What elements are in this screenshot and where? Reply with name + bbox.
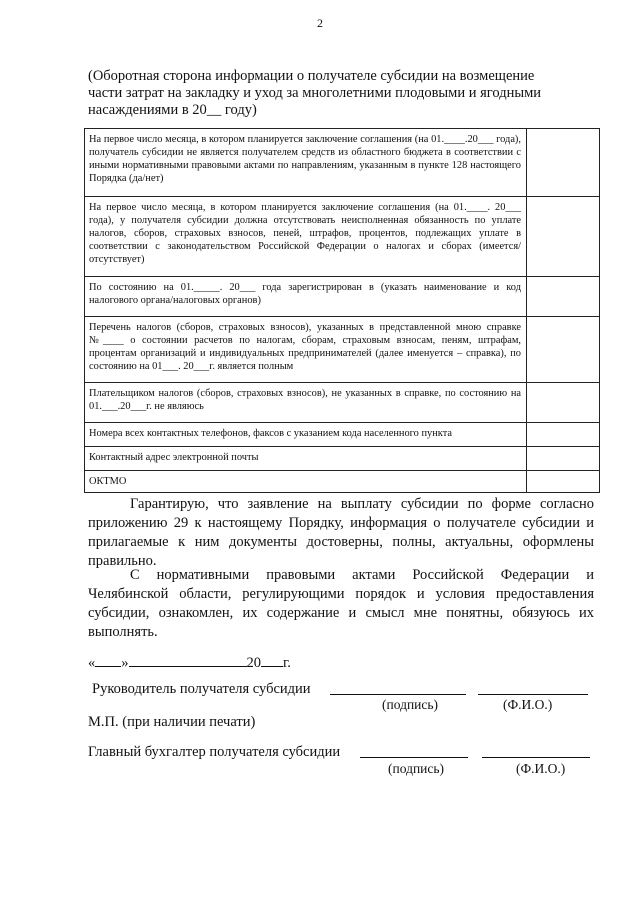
year-field[interactable] xyxy=(261,652,283,667)
date-line xyxy=(88,652,291,672)
accountant-signature-caption: (подпись) xyxy=(388,761,445,776)
row-label: ОКТМО xyxy=(85,471,527,493)
form-heading: (Оборотная сторона информации о получателе субсидии на возмещение части затрат на закладку и уход за многолетними плодовыми и ягодными насаждениями в 20__ году) xyxy=(88,68,542,118)
accountant-name-caption: (Ф.И.О.) xyxy=(516,761,566,776)
row-label: Контактный адрес электронной почты xyxy=(85,447,527,471)
row-value-cell[interactable] xyxy=(527,471,600,493)
accountant-signature-line xyxy=(88,744,340,761)
date-close-quote: » xyxy=(121,655,129,671)
table-row xyxy=(85,277,600,317)
month-field[interactable] xyxy=(129,652,247,667)
row-value-cell[interactable] xyxy=(527,129,600,197)
stamp-label: М.П. (при наличии печати) xyxy=(88,714,256,730)
date-open-quote: « xyxy=(88,655,96,671)
accountant-name-field[interactable] xyxy=(482,743,590,758)
acquainted-paragraph xyxy=(88,566,594,642)
year-suffix: г. xyxy=(283,655,291,671)
day-field[interactable] xyxy=(95,652,121,667)
row-label: По состоянию на 01._____. 20___ года зарегистрирован в (указать наименование и код налогового органа/налоговых органов) xyxy=(85,277,527,317)
head-signature-field[interactable] xyxy=(330,680,466,695)
row-value-cell[interactable] xyxy=(527,383,600,423)
head-signature-caption: (подпись) xyxy=(382,697,439,712)
recipient-info-table xyxy=(84,128,600,493)
row-label: На первое число месяца, в котором планируется заключение соглашения (на 01.____.20___ года), получатель субсидии не является получателем средств из областного бюджета в соответствии с иными нормативными правовыми актами по направлениям, указанным в пункте 128 настоящего Порядка (да/нет) xyxy=(85,129,527,197)
row-label: На первое число месяца, в котором планируется заключение соглашения (на 01.____. 20___ года), у получателя субсидии должна отсутствовать неисполненная обязанность по уплате налогов, сборов, страховых взносов, пеней, штрафов, процентов, подлежащих уплате в соответствии с законодательством Российской Федерации о налогах и сборах (имеется/отсутствует) xyxy=(85,197,527,277)
row-label: Номера всех контактных телефонов, факсов с указанием кода населенного пункта xyxy=(85,423,527,447)
table-row xyxy=(85,129,600,197)
row-value-cell[interactable] xyxy=(527,317,600,383)
head-name-caption: (Ф.И.О.) xyxy=(503,697,553,712)
acquainted-text: С нормативными правовыми актами Российской Федерации и Челябинской области, регулирующими порядок и условия предоставления субсидии, ознакомлен, их содержание и смысл мне понятны, обязуюсь их выполнять. xyxy=(88,567,594,640)
row-label: Перечень налогов (сборов, страховых взносов), указанных в представленной мною справке №____ о состоянии расчетов по налогам, сборам, страховым взносам, пеням, штрафам, процентам организаций и индивидуальных предпринимателей (далее именуется – справка), по состоянию на 01___. 20___г. является полным xyxy=(85,317,527,383)
row-value-cell[interactable] xyxy=(527,423,600,447)
table-row xyxy=(85,471,600,493)
head-label: Руководитель получателя субсидии xyxy=(92,681,311,697)
accountant-label: Главный бухгалтер получателя субсидии xyxy=(88,744,341,760)
accountant-signature-field[interactable] xyxy=(360,743,468,758)
guarantee-paragraph xyxy=(88,495,594,571)
row-value-cell[interactable] xyxy=(527,197,600,277)
year-prefix: 20 xyxy=(246,655,261,671)
head-name-field[interactable] xyxy=(478,680,588,695)
row-value-cell[interactable] xyxy=(527,447,600,471)
table-row xyxy=(85,383,600,423)
head-signature-line xyxy=(92,681,311,698)
guarantee-text: Гарантирую, что заявление на выплату субсидии по форме согласно приложению 29 к настоящему Порядку, информация о получателе субсидии и прилагаемые к ним документы достоверны, полны, актуальны, оформлены правильно. xyxy=(88,496,594,569)
table-row xyxy=(85,447,600,471)
table-row xyxy=(85,197,600,277)
row-value-cell[interactable] xyxy=(527,277,600,317)
page-number: 2 xyxy=(317,16,323,30)
table-row xyxy=(85,423,600,447)
table-row xyxy=(85,317,600,383)
row-label: Плательщиком налогов (сборов, страховых взносов), не указанных в справке, по состоянию на 01.___.20___г. не являюсь xyxy=(85,383,527,423)
